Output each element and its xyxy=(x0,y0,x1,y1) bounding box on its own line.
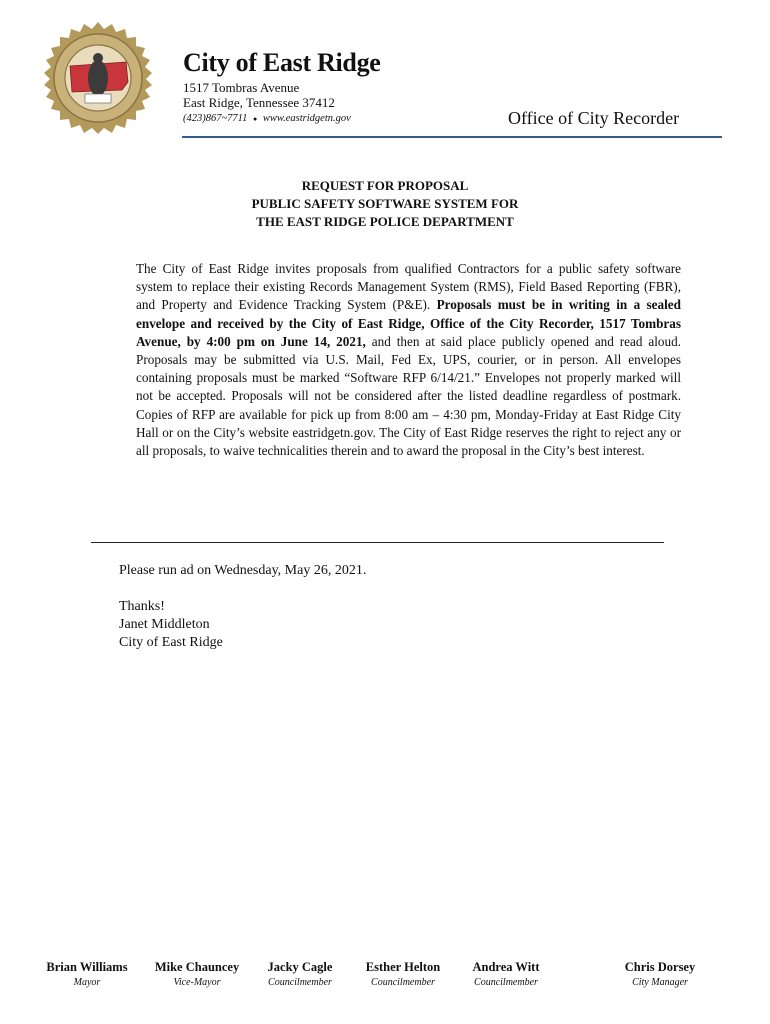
official-councilmember-1 xyxy=(262,960,338,988)
body-part2: and then at said place publicly opened and read aloud. Proposals may be submitted via U.S. Mail, Fed Ex, UPS, courier, or in person. All envelopes containing proposals must be marked “Software RFP 6/14/21.” Envelopes not properly marked will not be accepted. Proposals will not be considered after the listed deadline regardless of postmark. Copies of RFP are available for pick up from 8:00 am – 4:30 pm, Monday-Friday at East Ridge City Hall or on the City’s website eastridgetn.gov. The City of East Ridge reserves the right to reject any or all proposals, to waive technicalities therein and to award the proposal in the City’s best interest. xyxy=(136,333,681,459)
website-link[interactable]: www.eastridgetn.gov xyxy=(262,113,351,124)
document-title xyxy=(0,177,770,231)
official-name: Chris Dorsey xyxy=(624,960,696,974)
official-role: Councilmember xyxy=(268,977,332,988)
body-bold-deadline: Proposals must be in writing in a sealed envelope and received by the City of East Ridge, Office of the City Recorder, 1517 Tombras Avenue, by 4:00 pm on June 14, 2021, xyxy=(136,297,681,349)
official-role: Councilmember xyxy=(474,977,538,988)
title-line3: THE EAST RIDGE POLICE DEPARTMENT xyxy=(256,214,514,229)
official-mayor xyxy=(44,960,130,988)
office-name: Office of City Recorder xyxy=(508,108,680,128)
run-ad-note: Please run ad on Wednesday, May 26, 2021. xyxy=(119,563,367,578)
footer-officials xyxy=(0,960,770,1000)
title-line2: PUBLIC SAFETY SOFTWARE SYSTEM FOR xyxy=(251,196,519,211)
signoff-name: Janet Middleton xyxy=(119,617,210,632)
city-seal-logo xyxy=(42,22,154,134)
official-role: Mayor xyxy=(73,977,101,988)
phone-number: (423)867~7711 xyxy=(183,113,248,124)
body-part1: The City of East Ridge invites proposals from qualified Contractors for a public safety software system to replace their existing Records Management System (RMS), Field Based Reporting (FBR), and Property and Evidence Tracking System (P&E). xyxy=(136,261,681,313)
address-line1: 1517 Tombras Avenue xyxy=(183,80,300,95)
official-name: Jacky Cagle xyxy=(267,960,333,974)
signoff-block xyxy=(119,598,223,652)
official-name: Andrea Witt xyxy=(472,960,540,974)
official-name: Esther Helton xyxy=(365,960,441,974)
official-vice-mayor xyxy=(153,960,241,988)
header-rule xyxy=(182,136,722,138)
official-city-manager xyxy=(620,960,700,988)
section-divider xyxy=(91,542,664,543)
org-name: City of East Ridge xyxy=(183,48,381,77)
official-role: Vice-Mayor xyxy=(173,977,221,988)
official-councilmember-2 xyxy=(362,960,444,988)
signoff-org: City of East Ridge xyxy=(119,635,223,650)
bullet-separator: ● xyxy=(253,115,258,123)
title-line1: REQUEST FOR PROPOSAL xyxy=(301,178,469,193)
official-councilmember-3 xyxy=(468,960,544,988)
seal-figure-icon xyxy=(88,60,108,96)
contact-line xyxy=(183,113,351,124)
signoff-thanks: Thanks! xyxy=(119,599,165,614)
official-role: Councilmember xyxy=(371,977,435,988)
official-name: Mike Chauncey xyxy=(154,960,240,974)
address-line2: East Ridge, Tennessee 37412 xyxy=(183,95,335,110)
body-paragraph xyxy=(136,260,681,460)
official-role: City Manager xyxy=(632,977,688,988)
official-name: Brian Williams xyxy=(46,960,128,974)
